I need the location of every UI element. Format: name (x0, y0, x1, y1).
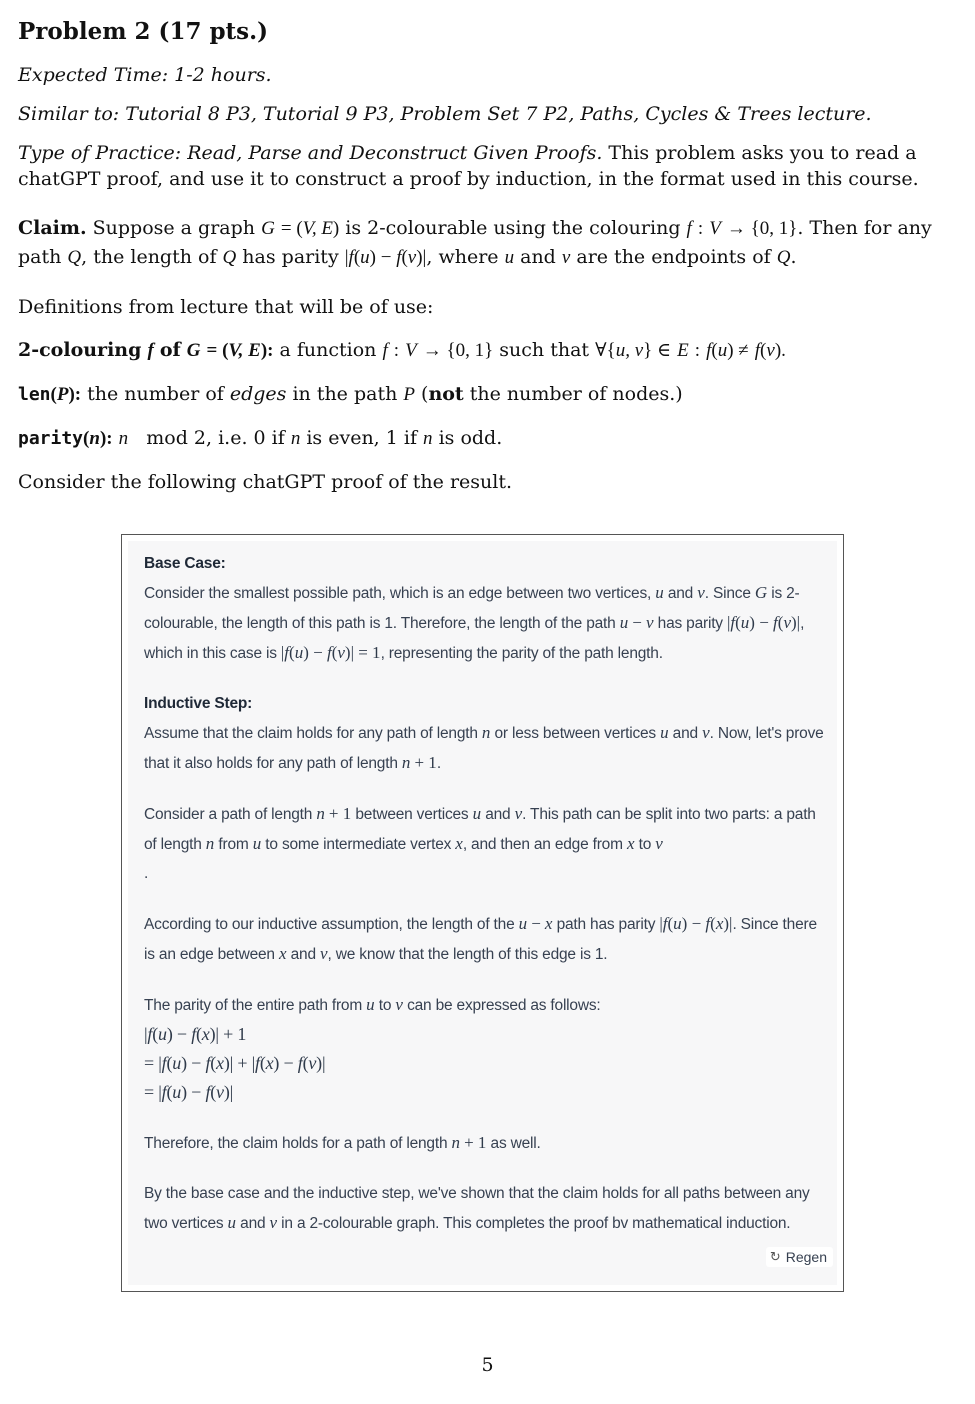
practice-type-description: This problem asks you to read a chatGPT proof, and use it to construct a proof by induction, in the format used in this course. (18, 142, 919, 190)
page-number: 5 (481, 1354, 494, 1376)
practice-type (18, 140, 953, 192)
expected-time: Expected Time: 1-2 hours. (18, 64, 272, 86)
therefore-text: Therefore, the claim holds for a path of length n + 1 as well. (144, 1133, 541, 1152)
consider-text: Consider the following chatGPT proof of the result. (18, 471, 513, 493)
regenerate-button[interactable] (766, 1247, 833, 1267)
base-case-text: Consider the smallest possible path, which is an edge between two vertices, u and v. Since G is 2-colourable, the length of this path is 1. Therefore, the length of the path u − v has parity |f(u) − f(v)|, which in this case is |f(u) − f(v)| = 1, representing the parity of the path length. (144, 583, 805, 662)
definitions-intro: Definitions from lecture that will be of use: (18, 296, 434, 318)
similar-to: Similar to: Tutorial 8 P3, Tutorial 9 P3, Problem Set 7 P2, Paths, Cycles & Trees lecture. (18, 103, 872, 125)
claim: Claim. Suppose a graph G = (V, E) is 2-colourable using the colouring f : V → {0, 1}. Then for any path Q, the length of Q has parity |f(u) − f(v)|, where u and v are the endpoints of Q. (18, 217, 932, 268)
chatgpt-proof-screenshot (121, 534, 844, 1292)
equation-line-1: |f(u) − f(x)| + 1 (144, 1024, 247, 1044)
definition-len: len(P): the number of edges in the path P (not the number of nodes.) (18, 383, 683, 405)
equation-line-2: = |f(u) − f(x)| + |f(x) − f(v)| (144, 1053, 326, 1073)
regenerate-label: Regen (785, 1249, 827, 1265)
inductive-step-text: Assume that the claim holds for any path of length n or less between vertices u and v. Now, let's prove that it also holds for any path of length n + 1. (144, 723, 824, 772)
definition-parity: parity(n): n mod 2, i.e. 0 if n is even, 1 if n is odd. (18, 427, 503, 449)
definition-2-colouring: 2-colouring f of G = (V, E): a function f : V → {0, 1} such that ∀{u, v} ∈ E : f(u) ≠ f(v). (18, 339, 786, 361)
base-case-heading: Base Case: (144, 555, 226, 572)
chatgpt-response-panel (128, 541, 837, 1285)
inductive-assumption-text: According to our inductive assumption, the length of the u − x path has parity |f(u) − f(x)|. Since there is an edge between x and v, we know that the length of this edge is 1. (144, 914, 817, 963)
parity-expression-intro: The parity of the entire path from u to v can be expressed as follows: (144, 995, 601, 1014)
practice-type-label: Type of Practice: Read, Parse and Deconstruct Given Proofs. (18, 142, 603, 164)
conclusion-text: By the base case and the inductive step, we've shown that the claim holds for all paths between any two vertices u and v in a 2-colourable graph. This completes the proof bv mathematical induction. (144, 1185, 810, 1232)
document-page (18, 18, 953, 512)
split-path-text: Consider a path of length n + 1 between vertices u and v. This path can be split into two parts: a path of length n from u to some intermediate vertex x, and then an edge from x to v . (144, 804, 816, 882)
refresh-icon: ↻ (769, 1249, 781, 1264)
proof-content (144, 549, 824, 1238)
inductive-step-heading: Inductive Step: (144, 695, 253, 712)
equation-line-3: = |f(u) − f(v)| (144, 1082, 234, 1102)
problem-title: Problem 2 (17 pts.) (18, 18, 269, 45)
claim-label: Claim. (18, 217, 87, 239)
